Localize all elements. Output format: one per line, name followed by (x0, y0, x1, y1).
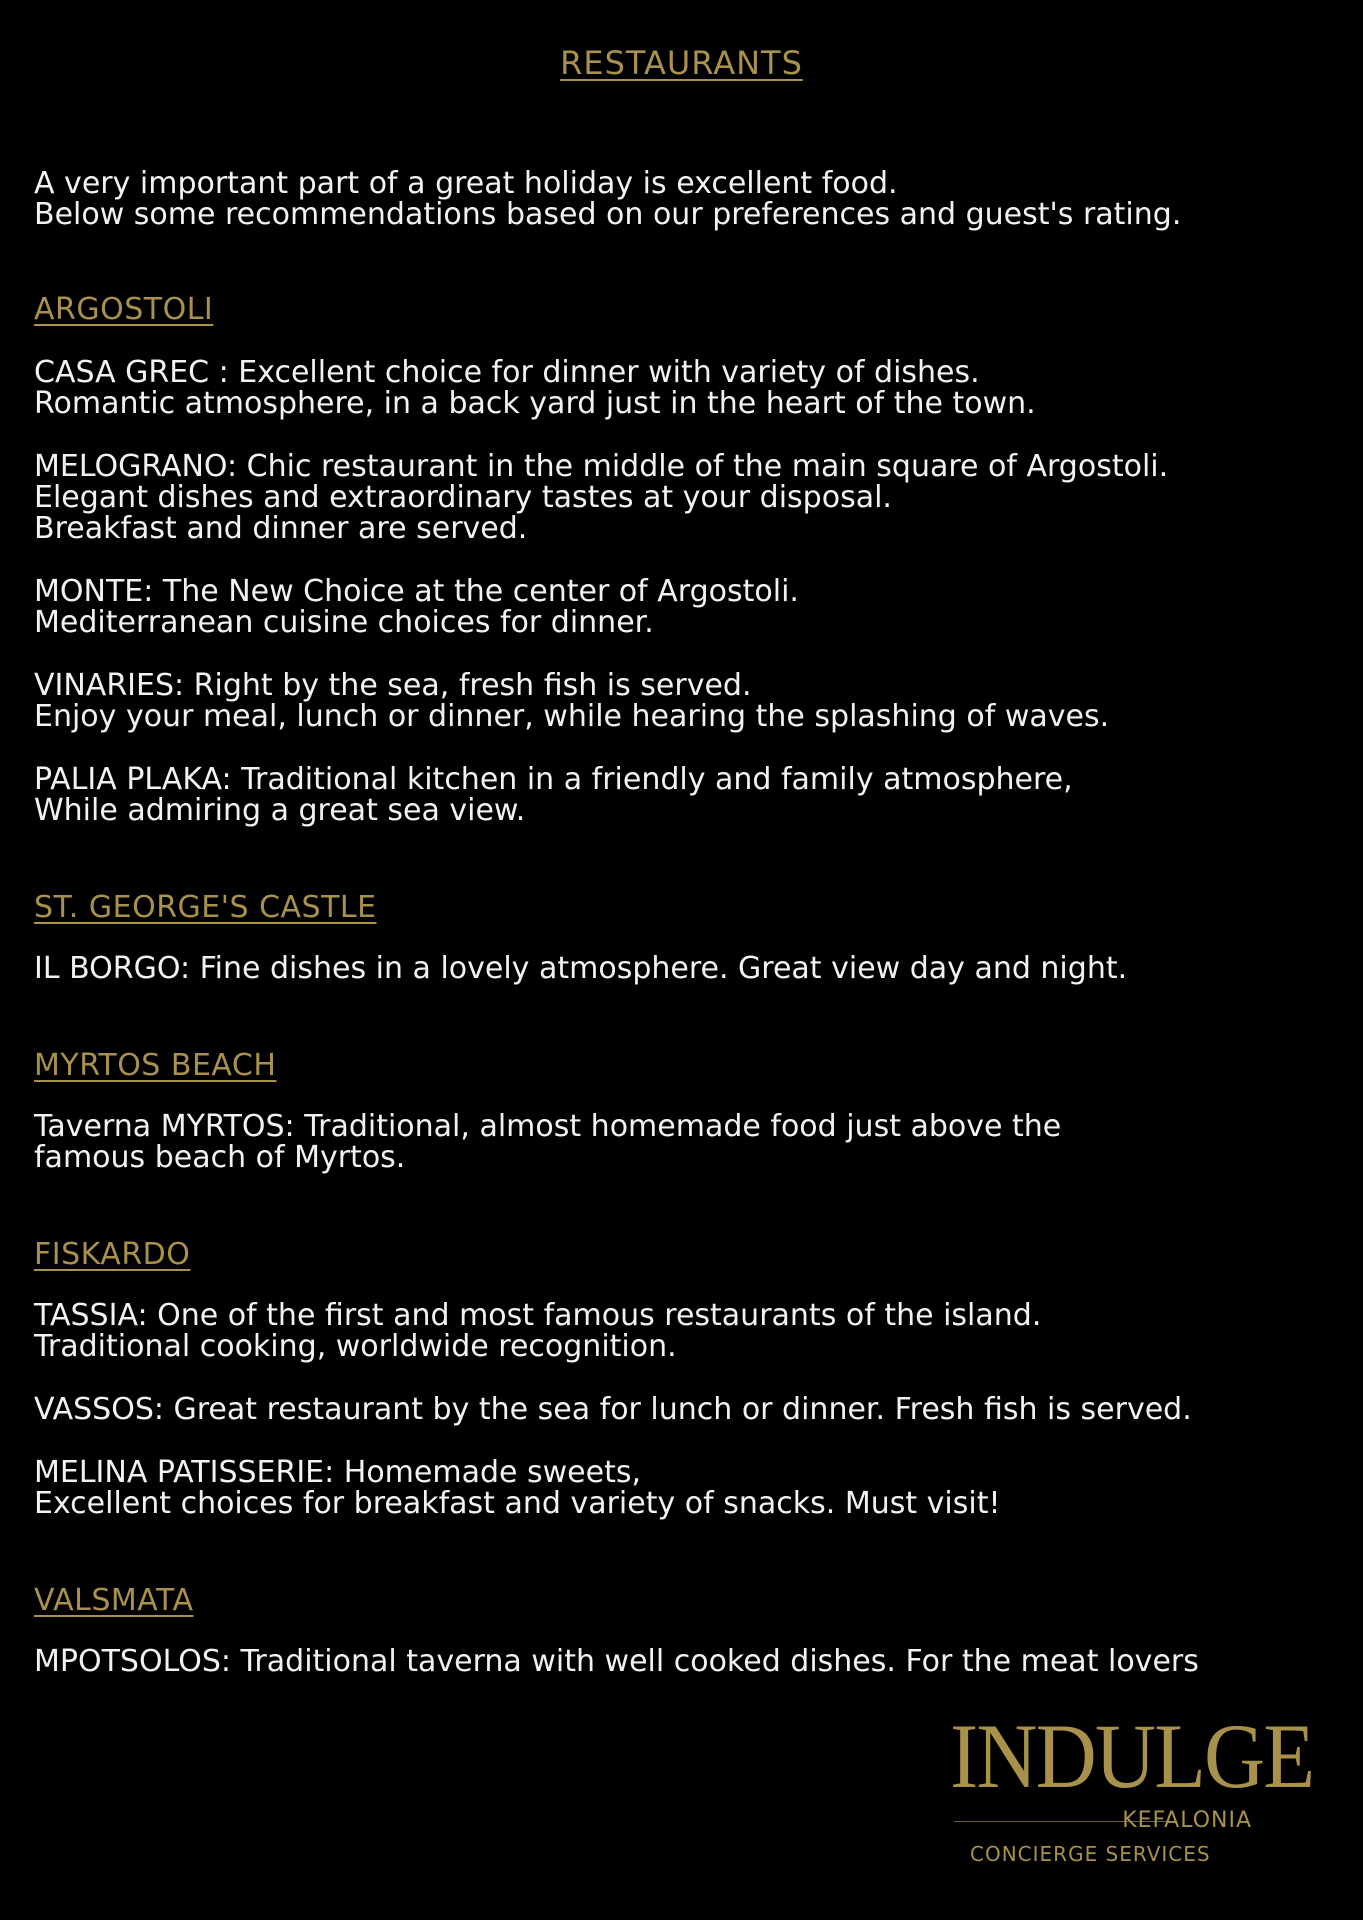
entry-line: VINARIES: Right by the sea, fresh fish is served. (34, 668, 752, 703)
restaurant-entry-melograno (34, 451, 1354, 544)
intro-line: A very important part of a great holiday is excellent food. (34, 166, 898, 201)
logo-place: KEFALONIA (1122, 1808, 1252, 1833)
entry-line: Elegant dishes and extraordinary tastes at your disposal. (34, 480, 892, 515)
restaurant-entry-taverna-myrtos (34, 1111, 1354, 1173)
section-heading-myrtos-beach: MYRTOS BEACH (34, 1048, 277, 1083)
entry-line: TASSIA: One of the first and most famous restaurants of the island. (34, 1298, 1042, 1333)
indulge-logo (940, 1705, 1314, 1880)
restaurant-entry-mpotsolos (34, 1646, 1354, 1677)
restaurant-entry-casa-grec (34, 357, 1354, 419)
section-heading-argostoli: ARGOSTOLI (34, 292, 214, 327)
restaurant-entry-melina-patisserie (34, 1457, 1354, 1519)
intro-line: Below some recommendations based on our preferences and guest's rating. (34, 197, 1182, 232)
restaurant-entry-vinaries (34, 670, 1354, 732)
section-heading-st-georges-castle: ST. GEORGE'S CASTLE (34, 890, 377, 925)
entry-line: CASA GREC : Excellent choice for dinner with variety of dishes. (34, 355, 980, 390)
logo-tagline: CONCIERGE SERVICES (970, 1842, 1211, 1866)
entry-line: PALIA PLAKA: Traditional kitchen in a friendly and family atmosphere, (34, 762, 1073, 797)
restaurant-entry-vassos (34, 1394, 1354, 1425)
section-heading-valsmata: VALSMATA (34, 1583, 194, 1618)
entry-line: Romantic atmosphere, in a back yard just in the heart of the town. (34, 386, 1036, 421)
intro-paragraph (34, 168, 1344, 230)
restaurant-entry-monte (34, 576, 1354, 638)
page-title: RESTAURANTS (560, 44, 803, 82)
entry-line: Mediterranean cuisine choices for dinner. (34, 605, 654, 640)
entry-line: famous beach of Myrtos. (34, 1140, 406, 1175)
entry-line: Enjoy your meal, lunch or dinner, while hearing the splashing of waves. (34, 699, 1110, 734)
entry-line: Excellent choices for breakfast and variety of snacks. Must visit! (34, 1486, 1001, 1521)
restaurant-entry-palia-plaka (34, 764, 1354, 826)
restaurant-entry-il-borgo (34, 953, 1354, 984)
restaurant-entry-tassia (34, 1300, 1354, 1362)
entry-line: MELOGRANO: Chic restaurant in the middle of the main square of Argostoli. (34, 449, 1169, 484)
entry-line: MONTE: The New Choice at the center of Argostoli. (34, 574, 799, 609)
entry-line: Breakfast and dinner are served. (34, 511, 528, 546)
entry-line: Traditional cooking, worldwide recognition. (34, 1329, 677, 1364)
logo-wordmark: INDULGE (950, 1705, 1314, 1807)
entry-line: Taverna MYRTOS: Traditional, almost homemade food just above the (34, 1109, 1062, 1144)
entry-line: VASSOS: Great restaurant by the sea for lunch or dinner. Fresh fish is served. (34, 1392, 1192, 1427)
entry-line: While admiring a great sea view. (34, 793, 526, 828)
entry-line: MELINA PATISSERIE: Homemade sweets, (34, 1455, 642, 1490)
entry-line: IL BORGO: Fine dishes in a lovely atmosphere. Great view day and night. (34, 951, 1128, 986)
entry-line: MPOTSOLOS: Traditional taverna with well cooked dishes. For the meat lovers (34, 1644, 1199, 1679)
section-heading-fiskardo: FISKARDO (34, 1237, 191, 1272)
